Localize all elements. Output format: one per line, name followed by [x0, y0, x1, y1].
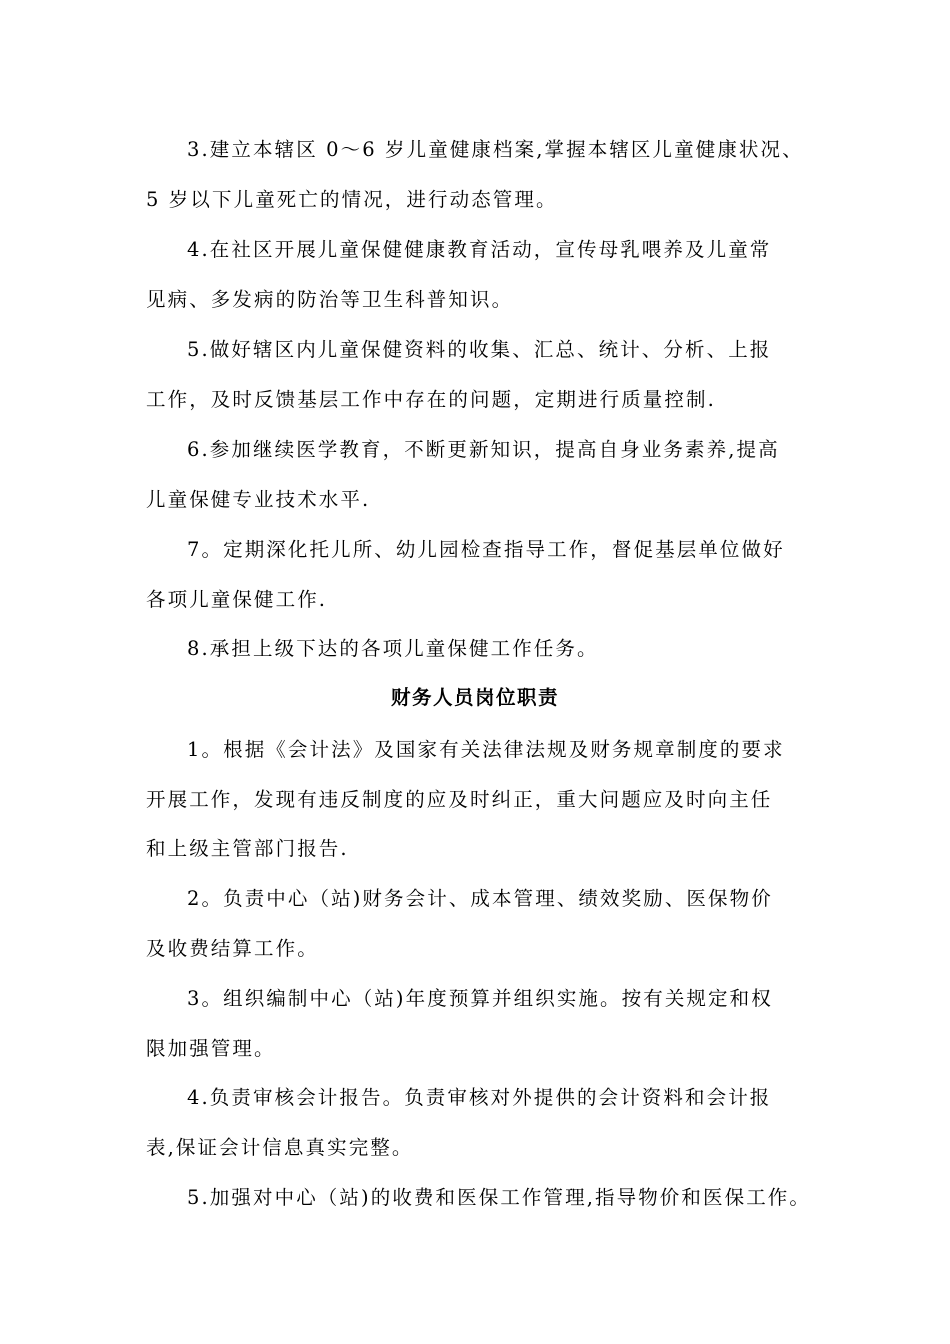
paragraph-line: 4.负责审核会计报告。负责审核对外提供的会计资料和会计报 [187, 1086, 772, 1109]
paragraph-line: 3。组织编制中心（站)年度预算并组织实施。按有关规定和权 [187, 987, 773, 1010]
paragraph-line: 8.承担上级下达的各项儿童保健工作任务。 [187, 637, 599, 660]
paragraph-line: 7。定期深化托儿所、幼儿园检查指导工作，督促基层单位做好 [187, 538, 785, 561]
paragraph-line: 6.参加继续医学教育，不断更新知识，提高自身业务素养,提高 [187, 438, 780, 461]
paragraph-line: 1。根据《会计法》及国家有关法律法规及财务规章制度的要求 [187, 738, 785, 761]
paragraph-line: 及收费结算工作。 [146, 937, 319, 960]
paragraph-line: 5 岁以下儿童死亡的情况，进行动态管理。 [146, 188, 558, 211]
paragraph-line: 开展工作，发现有违反制度的应及时纠正，重大问题应及时向主任 [146, 788, 773, 811]
paragraph-line: 限加强管理。 [146, 1037, 276, 1060]
paragraph-line: 4.在社区开展儿童保健健康教育活动，宣传母乳喂养及儿童常 [187, 238, 772, 261]
paragraph-line: 2。负责中心（站)财务会计、成本管理、绩效奖励、医保物价 [187, 887, 773, 910]
paragraph-line: 5.做好辖区内儿童保健资料的收集、汇总、统计、分析、上报 [187, 338, 772, 361]
section-title: 财务人员岗位职责 [390, 686, 559, 709]
paragraph-line: 表,保证会计信息真实完整。 [146, 1136, 414, 1159]
paragraph-line: 儿童保健专业技术水平. [146, 488, 371, 511]
paragraph-line: 5.加强对中心（站)的收费和医保工作管理,指导物价和医保工作。 [187, 1186, 812, 1209]
paragraph-line: 见病、多发病的防治等卫生科普知识。 [146, 288, 514, 311]
paragraph-line: 各项儿童保健工作. [146, 588, 328, 611]
paragraph-line: 工作，及时反馈基层工作中存在的问题，定期进行质量控制. [146, 388, 716, 411]
paragraph-line: 3.建立本辖区 0～6 岁儿童健康档案,掌握本辖区儿童健康状况、 [187, 138, 804, 161]
paragraph-line: 和上级主管部门报告. [146, 837, 349, 860]
